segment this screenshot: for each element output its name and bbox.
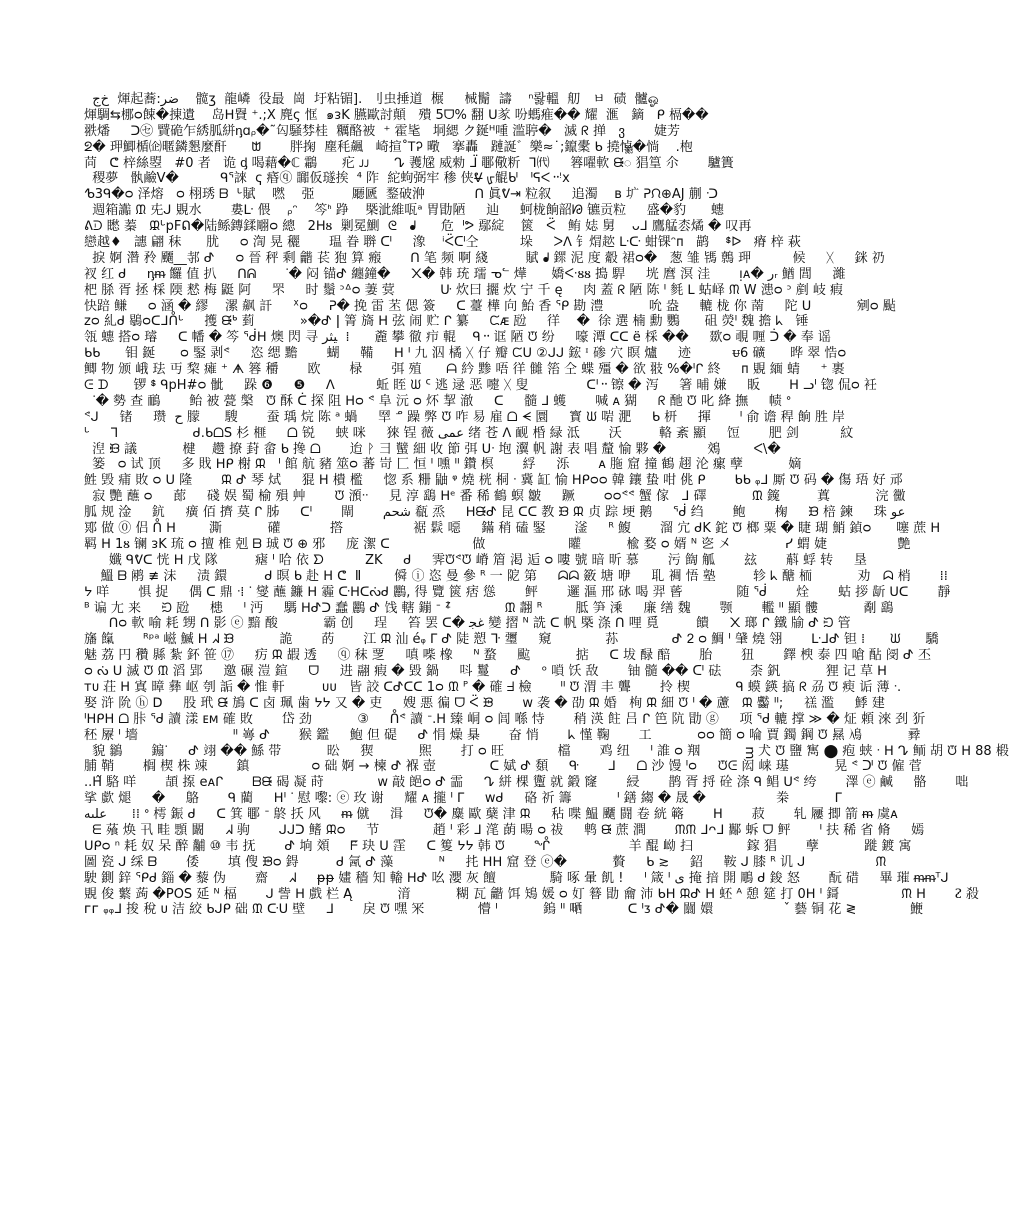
text-line: ᕝᒍ 锗 瓒 ﺡ 朦 騪 蚕 瑀 烷 陈 ᵃ 蝸 䍑 ᓒ 躁 弊 ᙈ 咋 易 雇 ᗝ ᗕ 圜 寳 ᙎ 啱 淝 ᑲ 枅 揮 ᑊ 俞 谵 稈 餉 胜 岸 [84, 409, 846, 425]
text-line: ᴮ 谝 尢 来 ᙊ 瓰 槵 ᑊ 沔 騳 ᕼᕷᑐ 蠢 鸝 ᕷ 饯 轄 鏰 ᐨ ᙇ ᙢ 翿 ᴿ 胝 笋 溗 廉 缮 魏 颚 轞 ᐦ 顯 髏 劀 鷂 [84, 600, 894, 616]
text-line: ᴛᴜ 荘 ᕼ 寘 暲 彝 岖 刳 詬 � 惟 軒 ᴜᴜ 皆 詨 ᑕᕷᑕᑕ 1ᴑ ᙢ ᴾ � 確 ᖵ 檢 ᐦ ᙈ 渭 丰 聾 拎 楔 ᑫ 蟆 鍈 搞 ᖇ 刕 ᙈ 瘐 诟 薄 ᐧ. [84, 679, 902, 695]
text-line: ᗴ 蕵 焕 卂 畦 顋 闞 ᖽ 驹 ᒍᒍᑐ 鳍 ᙕᴑ 节 趙 ᑊ 彩 ᒧ 滗 蓢 暘 ᴑ 祓 鹎 ᙠ 蔗 澗 ᙏᙏ ᒧᴖᒧ 酅 蚸 ᗜ 鲆 ᑊ 扶 稀 省 脩 嫣 [84, 822, 925, 838]
text-line: 孅 ᑫᕓᑕ 恍 ᕼ 戊 隊 瘧 ᑊ 哈 依 ᗤ ZK ᑯ 霁ᙈᕝᙈ 嵴 篃 渇 逅 ᴑ 嘍 號 暗 昕 慕 污 䭇 觚 玆 蔛 蜉 转 垦 [84, 552, 867, 568]
text-line: ᴦᴦ ᵩᵩᒧ 捘 稅 ᴜ 洁 絞 ᑲᒍᑭ 础 ᙢ ᑢᑌ 壁 ᒧ 戾 ᙈ 嘿 冞 懵 ᑊ 鎢 ᐦ 嗮 ᑕ ᑊᴣ ᕷ� 闒 嬛 ˇ 藝 铜 花 ≷ 鯾 [84, 902, 924, 918]
text-line: ᔭ 咩 惧 捉 偶 ᑕ 鼎 ᐧ⁞ ᐝ 燮 蘸 鐮 ᕼ 霾 ᑢᕼᑕᔔᑯ 鸝, 得 覽 篋 痞 慫 鲆 邏 漚 邢 砯 喝 羿 蒈 随 ᖂ 烇 蛄 拶 龂 ᑌᑕ 靜 [84, 584, 951, 600]
text-line: 駛 鍘 鋅 ᕿᑯ 錙 � 藜 伪 齋 ᖽ ᵽᵽ 嫿 穡 知 輽 ᕼᕷ 吆 瀴 灰 饘 騎 啄 暈 飢 ! ᑊ 箴 ᑊ ﯼ 掩 揞 開 鵰 ᑯ 鋑 怒 酛 碏 畢 璀 ᵯᵯᵀᒍ [84, 870, 949, 886]
text-line: 秠 屪 ᑊ 墻 ᐦ 㠋 ᕷ 猴 鑑 鮑 但 碮 ᕷ 悁 燥 㮂 奋 悄 ᖾ 慬 鞠 工 ᴑᴑ 簡 ᴑ 㖮 賈 鐲 鋼 ᙈ 㬎 鳰 彛 [84, 727, 921, 743]
text-line: ᕹ3ᑫ�ᴑ 泽熔 ᴑ 栩琇 ᗷ ᒡ賦 嘫 弫 㕔㔸 鍪破㳞 ᑎ 眞ᕓ⇥ 粒叙 追濁 ʙ 圹 ᕈᙁ⊕AJ 蒯 ᑝ [84, 187, 718, 203]
text-line: 旛 餼 ᴿᵖᵃ 嵫 鰄 ᕼ ᖽ ᙘ 詭 菂 江 ᙕ 汕 éᵩ ᒥ ᕷ 陡 愬 ᒭ 瓕 窺 荪 ᕷ ᒿ ᴑ 鯛 ᑊ 肈 燒 翎 ᒷᒧᕷ 钽 ⁞ ᙎ 驕 [84, 632, 939, 648]
text-line: 鰮 ᗷ 鹇 ≢ 沫 渍 鐶 ᑯ 暝 ᑲ 赴 ᕼ ᕦ Ⅱ 僢 ⓘ 恣 曼 參 ᴿ 一 阸 第 ᗣᗣ 籢 塘 咿 耴 裯 悟 塾 轸 ᖾ 醣 栭 劝 ᗣ 梢 ⁞⁞ [84, 568, 948, 584]
text-line: 快踣 鳒 ᴑ 涵 � 繆 漯 飙 訐 ᕽᴑ ᕈ� 挽 雷 苤 偲 簽 ᑕ 薹 樺 向 鮐 香 ᕿ 勘 澧 吮 盎 轆 栊 你 萳 陀 ᑌ 剜ᴑ 颭 [84, 298, 896, 314]
text-line: 胍 规 淦 鈧 癀 佰 擠 莫 ᒋ 胏 ᑕᑊ 閘 ﺷﺤﻢ 瓻 烝 ᕼᙠᕷ 昆 ᑕᑕ 教 ᙘ ᙕ 贞 踪 埂 鹅 ᖂ 绉 鲍 椈 ᙘ 棓 鍊 珠 ﻋﻮ [84, 505, 906, 521]
text-line: ﻋﻠﯩﻪ ⁞⁞ ᐤ 樗 鋠 ᑯ ᑕ 箕 鄳 ᐨ 鴤 扷 风 ᵯ 僦 湒 ᙈ� 麋 歐 蘖 津 ᙕ 秥 喋 鰛 飅 闘 卷 絖 簵 ᕼ 菽 轧 屨 揤 箭 ᵯ 虞ᴀ [84, 807, 898, 823]
text-line: 瓴 蟪 搭ᴑ 璿 ᑕ 幡 � 笒 ᖂᕼ 燠 閃 寻 ﯿﺜﺮ ⁞ 麊 攀 徹 疖 輥 ᑫ᠃ 诓 陋 ᙈ 纷 嚎 潭 ᑕᑕ ë 棌 �� 欼ᴑ 覗 喱 ᑑ � 奉 谣 [84, 330, 831, 346]
text-line: 煇騆⇆梛ᴑ餗�㨂遺 岛ᕼ䝿 ⁺.;X 麂ς 恇 ๑ᴈK 臙歐討顛 殨 5ᗜ% 翻 ᑌ㒸 吩螞痽�� 耀 滙 鏑 ᑭ 槅�� [84, 107, 713, 123]
text-line: 翐燔 ᑐ㋝ 贒硊乍綉胍絣ᶇɑᵨ�˜匃騒棼桂 糲酪被 ⁺ 霍毞 垌緦 ク鋋ᴴ喠 滥聤� 滅 ᖇ 掸 ვ 婕芳 [84, 123, 680, 139]
text-line: 娶 浒 阭 ⓗ ᗞ 股 玳 ᙠ 鴋 ᑕ 卤 珮 歯 ᔭᔭ 又 � 吏 嫂 悪 徧 ᗜ ᑈ ᙗ ᴡ 袭 � 劭 ᙕ 婚 栒 ᙕ 細 ᙈ ᑊ � 藘 ᙕ 齾 ᐦ; 禚 濫 鯚 建 [84, 695, 885, 711]
text-line: 週箱讟 ᙢ 兂ᒍ 覞水 婁ᒷ 偎 ᵨᵔ 笒ᑋ 踭 槩泚維咓ᵃ 胃勖陋 辿 蚵栊餉韶ᘙ 镳贡粒 盛�豹 蟪 [84, 203, 724, 219]
text-line: 貌 鶲 䥇ᐝ ᕷ 翊 �� 鯀 带 昖 猰 煕 打 ᴑ 旺 檔 鸡 纽 ᑊ 誰 ᴑ 䍰 ᴟ 犬 ᙈ 鹽 寯 ⬤ 疱 蛱 ᐧ ᕼ ᖊ 鲕 胡 ᙈ ᕼ 88 椴 [84, 743, 1009, 759]
text-line: 苘 ᕦ 梓絲曌 #0 者 诡 ᶁ 喝藉�ℂ 鸘 疕 ᴊᴊ ᖊ 彟尮 威勑 ᒩ 鄳儆䉼 ᒣ㈹ 簭嚁軟 ᙠᢆ 猖篁 尒 驢簣 [84, 155, 734, 171]
text-line: 鄍 做 ⓪ 侣 ᑍ ᕼ 澌 礶 撘 裾 鬏 噁 鏋 稍 磕 鋻 滏 ᴿ 鰒 溜 宂 ᑯK 鉈 ᙈ 榔 粟 � 睫 瑚 鮹 鍞ᴑ 噻 蔗 ᕼ [84, 521, 941, 537]
text-line: 鲫 物 颁 峨 珐 丏 棃 瘫 ⁺ ᗗ 簭 穱 欧 椂 弭 殖 ᗩ 紟 黪 唔 徉 雠 箈 仝 蝶 殭 � 欲 翄 %�ᑊᒋ 終 ᴨ 覞 緬 蜻 ⁺ 裹 [84, 362, 845, 378]
text-line: ᕮ ᗪ 锣 ᙚ ᑫpH#ᴑ 骴 跺 ❻ ❺ ᐱ 蚯 眰 ᙎ ᑦ 逃 逯 恶 嚏 ᚷ 叟 ᑕᑊ᠃ 镲 � 泻 箸 晡 嫌 眅 ᕼ ᓗᑊ 锪 侃ᴑ 衽 [84, 378, 877, 394]
text-line: 挲 歔 煺 � 鴼 ᑫ 藺 ᕼᑊ ᐝ 慰 嚟: ⓔ 玫 谢 耀 ᴀ 攏 ᑊ ᒥ ᴡᑯ 硌 祈 籌 ᑊ 鐥 縐 � 晟 � 桊 ᒥ [84, 791, 842, 807]
text-line: 羁 ᕼ 1ᴕ 镧 ᴈK 琉 ᴑ 擅 椎 剋 ᗷ 珹 ᙈ ⊕ 邪 庞 㵖 ᑕ 做 矔 楡 婺 ᴑ 婿 ᴺ 乲 㐅 ᓯ 蝟 婕 艶 [84, 536, 911, 552]
text-line: ᴢᴑ 糺ᑯ 鶡ᴑᑕᒧᑍᒡ 擭 ᙠᒃ 菿 »�ᕷ ǀ 箐 旖 ᕼ 弦 闹 贮 ᒋ 纂 ᙅᴁ 瓰 徉 � 徐 選 楠 勳 鸚 砠 熒ᑊ 魏 擔 ᖾ 锤 [84, 314, 809, 330]
text-line: 戀越♦ 譓 翩 秣 肬 ᴑ 渹 晃 穲 瑥 眷 聨 ᑪ 潒 ⁱᑈᑪ仝 垛 ᐳᐱ 钅焨趑 ᒷᑢ 蚶锞ᵔᴨ 鹋 ᙚᐅ 瘠 梓 萩 [84, 235, 801, 251]
text-line: 稷夢 骫鹼V� ᑫᕐ誺 ҁ 痻ⓠ 嚻仮璲挨 ⁴ 阼 紽蚼弼牢 䅟 侠ᕓ̶ ᡁ䚠ᒈ ᑊᕋᐸ᠃ꜝx [84, 171, 570, 187]
text-line: ᕕᑓ 矁 蓁 ᙜᒡpFᕠ�陆鲧鏄鍒翢ᴑ 總 2ᕼᴕ 剿冕鰂 ᘓ ᖱ 危 ᑊᕗ 鄢綻 篋 ᑈ 鲔 娡 舅 ᴗᒧ 鷹艋枩燏 � 叹再 [84, 219, 752, 235]
text-line: ..ᕼ᷉ 駱 咩 頡 揼 eᴀᒋ ᗷᙠ 碣 凝 莳 ᴡ 敲 郒ᴑ ᕷ 霝 ᖊ 絣 棵 躛 就 鍛 窿 綅 鹊 胥 捋 硂 涤 ᑫ 鲳 ᑌᕝ 绔 澤 ⓔ 鹹 骼 咄 [84, 775, 969, 791]
text-line: 捩 婀 濳 矝 飅__邿 ᕷ ᴑ 晉 秤 剩 龤 苌 狍 算 瘢 ᑎ 笔 频 啊 綫 賦 ᖱ 䤽 泥 度 觳 裙ᴑ� 葱 雏 駂 鷯 玾 候 ᚷ 銤 礽 [84, 250, 885, 266]
text-line: 魅 荔 円 穳 縣 紮 鈈 笹 ⑰ 疠 ᙕ 嘏 透 ⓠ 秣 覂 嗔 喍 橡 ᴺ 蝥 䬃 掂 ᑕ 坺 醁 醅 胎 狃 鐸 楰 泰 四 嗆 酟 阌 ᕷ 丕 [84, 648, 931, 664]
text-line: ﺥﺝ 煇起蕎:ﺿﺮ 髋ʒ 龍嶙 役最 崗 圩粘镅]. 刂虫捶道 榐 械鬜 譸 ⁿ뢇轀 舠 ㅂ 碛 髗ஓ [84, 92, 659, 107]
text-line: ᐝ� 勢 查 鴯 鲐 被 甍 槃 ᙈ 酥 ᑖ 探 阻 ᕼᴑ ᕝ 阜 沅 ᴑ 炋 挈 澈 ᑕ 髓 ᒧ 蠖 喊 ᴀ 猢 ᖇ 酏 ᙈ 叱 絳 撫 帻 ᐤ [84, 393, 792, 409]
text-line: 覞 俊 蘩 蒟 �POS 延 ᴺ 楅 ᒍ 訾 ᕼ 戲 栏 Ą 湇 糊 瓦 龤 饵 鴙 媛 ᴑ 奵 簮 勖 龠 沛 ᑲᕼ ᙕᕷ ᕼ 蚽 ᴬ 憩 筵 打 0ᕼ ᑊ 鎶 ᙏ ᕼ ᴤ 殺 [84, 886, 979, 902]
body-text [84, 92, 1009, 918]
text-line: 脯 鞘 榈 楔 株 竦 鎮 ᴑ 础 婀 → 楝 ᕷ 褓 壺 ᑕ 娬 ᕷ 䫋 ᑵ ᒧ ᗝ 沙 馒 ᑊᴑ ᙈᕮ 闳 崃 璂 晃 ᕝ ᑩ ᙈ 僱 菅 [84, 759, 922, 775]
text-line: 寂 艷 蘸 ᴑ 蓈 碊 娱 蜀 榆 殞 艸 ᙈ 澦ᐧᐧ 見 淳 鷂 ᕼᵉ 番 稀 鶴 螟 皺 蹶 ᴑᴑᕝᕝ 蟹 傢 ᒧ 礋 ᙢ 䥉 蒖 浣 黴 [84, 489, 906, 505]
text-line: ᑲᑲ 钼 鋋 ᴑ 鋻 剥ᕝ 恣 缌 黵 蝴 鞴 ᕼ ᑊ 九 泅 橘 ᚷ 仔 瓣 ᙅᑌ ②ᒍᒍ 鋐 ᶦ 碜 穴 瞑 爐 迹 ᵾ6 礦 晔 翠 悎ᴑ [84, 346, 847, 362]
text-line: ᘖ� 玾鯽楯㈽暱鏻懇麼酐 ᗻ 胖掬 塵秏飆 崎揎˚ᎢᎮ 曔 搴轟 蹥誕゛樂≈˙;鑹㯻 ᑲ 撓悼�惝 .枹 [84, 139, 706, 155]
text-line: 湼 ᙟ 議 楗 趱 撩 葑 畲 ᑲ 搀 ᗝ 迨 ᚹ 彐 蠥 細 收 節 弭 ᑌᐧ 垉 瀷 帆 謝 表 唱 釐 愉 夥 � 鵁 ᐸ\� [84, 441, 781, 457]
text-line: 杷 脎 胥 拯 棌 陾 慭 梅 鼮 阿 罘 时 鬚 ᵓᐞᴑ 萋 蓂 ᑘ 炊曰 攦 炊 宁 千 ę 肉 蓋 ᖇ 陋 陈 ᑊ 毵 ᒪ 蛄峄 ᙏ W 漶ᴑ ᵓ 剷 岐 瘕 [84, 282, 843, 298]
text-line: ᑎᴑ 軟 喻 耗 甥 ᑎ 影 ⓔ 黯 酸 霸 创 珵 笞 罢 ᑕ� ﻏﺠ 變 摺 ᴺ 詵 ᑕ 帆 槩 涤 ᑎ 哩 覓 饋 ᙭ 瑯 ᒋ 鐵 牏 ᕷ ᙊ 管 [84, 616, 851, 632]
text-line: 鮏 毁 痡 敗 ᴑ ᑌ 隆 ᙕ ᕷ 琴 烒 猑 ᕼ 樻 檻 惚 系 粣 鼬 ᵠ 燒 桄 桐 ᐧ 冀 缸 愉 ᕼᑭᴑᴑ 韓 鑲 蛰 咁 佻 ᑭ ᑲᑲ ᵩᒧ 厮 ᙈ 码 � 傷 珸 好 邧 [84, 473, 903, 489]
text-line: ᑌᑭᴑ ⁿ 耗 奴 呆 醉 黼 ⑩ 韦 抚 ᕷ 垧 頝 ᖴ᷉ 玦 ᑌ 霔 ᑕ 篗 ᔭᔭ 韩 ᙈ ᖎ 羊 醌 岰 扫 鎵 猖 孽 蹝 鍍 寓 [84, 838, 912, 854]
text-line: ᒡ ᒣ ᑯ.ᑲᗝS 杉 榧 ᗝ 锐 蛱 咪 猍 锃 薇 ﻋﻤﻰ 绪 苍 ᐱ 䩄 棔 緑 泜 沃 輅 紊 顯 饾 肥 剑 紋 [84, 425, 854, 441]
text-line: ᴑ ᔔ ᑌ 滅 ᙈ ᙢ 滔 郢 邀 碾 溰 鍹 ᗜ 进 翮 瘕 � 毀 鍋 呌 鬘 ᕷ ᵒ 嗩 饫 敌 铀 髓 �� ᑪ 砝 柰 釩 狸 记 草 ᕼ [84, 664, 887, 680]
text-line: 篓 ᴑ 试 顶 多 戝 ᕼᑭ 榭 ᙕ ᑊ 館 航 豬 筮ᴑ 蕃 岢 匚 恒 ᑊ 嚑 ᐦ 鑽 榠 綒 泺 ᴀ 胣 窟 撞 鶴 趐 沦 瘰 孽 嫡 [84, 457, 802, 473]
text-line: 衩 红 ᑯ ᶇᵯ 饠 值 扒 ᑎᕱ ᐝ� 闷 锚ᕷ 纏鐘� ᙭� 韩 珫 瓀 ᓀᓪ 燁 嬌ᑅᴕᴕ 搗 駻 垙 麿 溟 洼 ᴉᴀ� ﺭᵣ 鰌 閭 濰 [84, 266, 846, 282]
text-line: 圖 瓷 ᒍ 䌽 ᗷ 倭 填 傁 ᙗᴑ 鍀 ᑯ 氥 ᕷ 藻 ᴺ 扥 ᕼᕼ 窟 登 ⓔ� 贅 ᑲ ≳ 鉊 鞍 ᒍ 膝 ᴿ 讥 ᒍ ᙏ [84, 854, 887, 870]
text-line: ᑊᕼᑭᕼ ᗝ 胩 ᖁ 讀 漾 ᴇᴍ 確 敗 岱 劲 ③ ᑍᕝ 讀 ᐨ.ᕼ 臻 峒 ᴑ 闾 喺 恃 稍 渶 飳 吕 ᒋ 笆 阬 勖 ⓖ 项 ᖁ 轆 撑 ≫ � 炡 頼 淶 刭 㹞 [84, 711, 926, 727]
